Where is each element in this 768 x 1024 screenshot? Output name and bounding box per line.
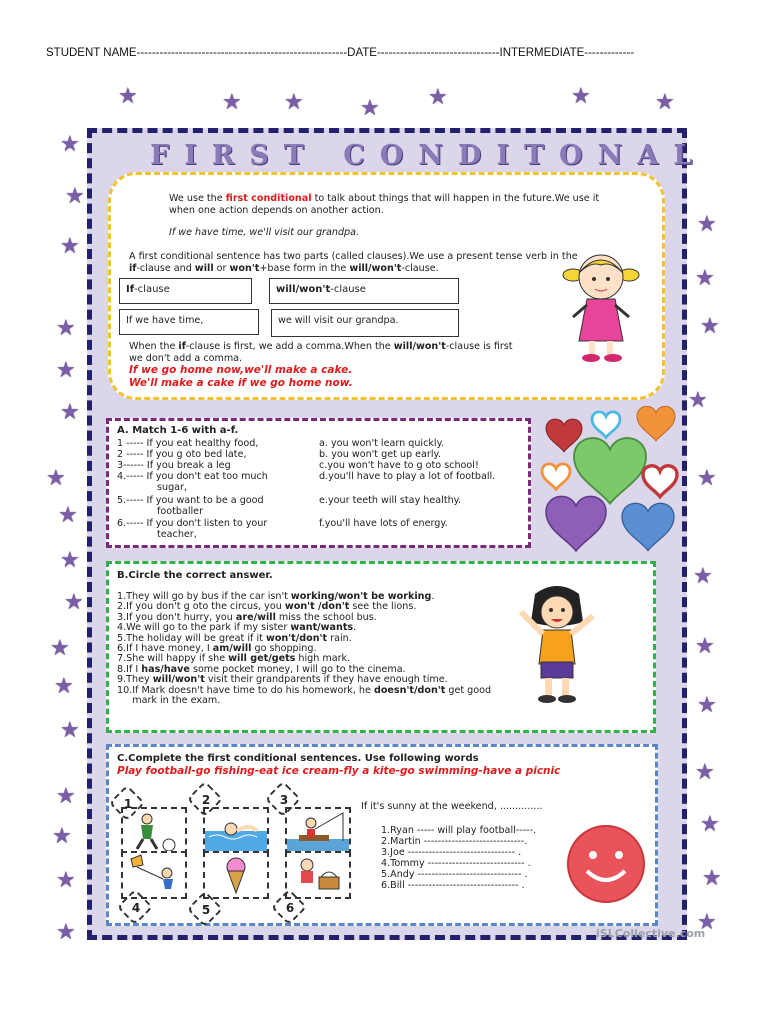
answer-line-3: 3.Joe ------------------------------- . — [381, 847, 522, 858]
sentence-9: 9.They will/won't visit their grandparents if they have enough time. — [117, 674, 448, 686]
picture-number-1: 1 — [117, 793, 139, 815]
picture-eat-ice-cream — [203, 851, 269, 899]
star-icon: ★ — [60, 548, 80, 573]
sentence-6: 6.If I have money, I am/will go shopping. — [117, 643, 317, 655]
match-left-5: 5.----- If you want to be a good — [117, 495, 264, 506]
star-icon: ★ — [118, 84, 138, 109]
will-clause-example: we will visit our grandpa. — [271, 309, 459, 337]
comma-line-2: we don't add a comma. — [129, 353, 243, 364]
comma-line-1: When the if-clause is first, we add a comma.When the will/won't-clause is first — [129, 341, 513, 352]
star-icon: ★ — [54, 674, 74, 699]
star-icon: ★ — [56, 920, 76, 945]
star-icon: ★ — [56, 784, 76, 809]
star-icon: ★ — [697, 910, 717, 935]
match-left-6b: teacher, — [157, 529, 197, 540]
section-a — [106, 418, 531, 548]
parts-line-1: A first conditional sentence has two parts (called clauses).We use a present tense verb in the — [129, 251, 578, 262]
answer-line-5: 5.Andy ------------------------------ . — [381, 869, 528, 880]
star-icon: ★ — [56, 358, 76, 383]
star-icon: ★ — [695, 634, 715, 659]
sentence-7: 7.She will happy if she will get/gets high mark. — [117, 653, 351, 665]
example-sentence-1: If we go home now,we'll make a cake. — [129, 364, 353, 376]
match-right-f: f.you'll have lots of energy. — [319, 518, 448, 529]
picture-go-fishing — [285, 807, 351, 855]
match-left-3: 3------ If you break a leg — [117, 460, 231, 471]
sentence-8: 8.If I has/have some pocket money, I will go to the cinema. — [117, 663, 406, 675]
answer-line-6: 6.Bill -------------------------------- . — [381, 880, 525, 891]
match-left-5b: footballer — [157, 506, 204, 517]
match-right-e: e.your teeth will stay healthy. — [319, 495, 462, 506]
sentence-5: 5.The holiday will be great if it won't/don't rain. — [117, 632, 352, 644]
intro-line-1: We use the first conditional to talk about things that will happen in the future.We use it — [169, 193, 600, 204]
star-icon: ★ — [56, 316, 76, 341]
picture-go-swimming — [203, 807, 269, 855]
star-icon: ★ — [700, 812, 720, 837]
section-c-title: C.Complete the first conditional sentences. Use following words — [117, 753, 479, 764]
if-clause-header: If-clause — [119, 278, 252, 304]
picture-have-a-picnic — [285, 851, 351, 899]
star-icon: ★ — [695, 760, 715, 785]
star-icon: ★ — [697, 693, 717, 718]
star-icon: ★ — [46, 466, 66, 491]
section-b — [106, 561, 656, 733]
star-icon: ★ — [702, 866, 722, 891]
star-icon: ★ — [695, 266, 715, 291]
picture-number-3: 3 — [273, 789, 295, 811]
star-icon: ★ — [52, 824, 72, 849]
star-icon: ★ — [60, 400, 80, 425]
intro-box — [108, 172, 665, 400]
student-header: STUDENT NAME-------------------------------------------------------DATE--------------------------------INTERMEDIATE------------- — [46, 47, 635, 59]
star-icon: ★ — [655, 90, 675, 115]
sentence-4: 4.We will go to the park if my sister want/wants. — [117, 622, 357, 634]
picture-number-5: 5 — [195, 899, 217, 921]
star-icon: ★ — [284, 90, 304, 115]
sentence-1: 1.They will go by bus if the car isn't working/won't be working. — [117, 591, 435, 602]
star-icon: ★ — [60, 718, 80, 743]
section-c — [106, 744, 658, 926]
star-icon: ★ — [360, 96, 380, 121]
star-icon: ★ — [571, 84, 591, 109]
star-icon: ★ — [65, 184, 85, 209]
star-icon: ★ — [64, 590, 84, 615]
section-c-prompt: If it's sunny at the weekend, .............. — [361, 801, 543, 812]
answer-line-4: 4.Tommy ---------------------------- . — [381, 858, 531, 869]
match-right-d: d.you'll have to play a lot of football. — [319, 471, 496, 482]
sentence-3: 3.If you don't hurry, you are/will miss the school bus. — [117, 611, 377, 623]
match-left-4: 4.----- If you don't eat too much — [117, 471, 268, 482]
answer-line-2: 2.Martin -----------------------------. — [381, 836, 528, 847]
page-title: FIRST CONDITONAL — [150, 140, 708, 171]
match-right-b: b. you won't get up early. — [319, 449, 441, 460]
star-icon: ★ — [60, 132, 80, 157]
sentence-10: 10.If Mark doesn't have time to do his homework, he doesn't/don't get good — [117, 684, 492, 696]
example-sentence-2: We'll make a cake if we go home now. — [129, 377, 353, 389]
match-left-4b: sugar, — [157, 482, 188, 493]
kid-illustration — [517, 582, 599, 706]
if-clause-example: If we have time, — [119, 309, 259, 335]
match-left-6: 6.----- If you don't listen to your — [117, 518, 268, 529]
section-b-sentences — [117, 592, 491, 706]
star-icon: ★ — [700, 314, 720, 339]
star-icon: ★ — [697, 466, 717, 491]
intro-line-2: when one action depends on another action. — [169, 205, 384, 216]
section-b-title: B.Circle the correct answer. — [117, 570, 273, 581]
star-icon: ★ — [60, 234, 80, 259]
girl-illustration — [559, 245, 643, 367]
match-right-a: a. you won't learn quickly. — [319, 438, 444, 449]
answer-line-1: 1.Ryan ----- will play football-----. — [381, 825, 537, 836]
star-icon: ★ — [58, 503, 78, 528]
picture-number-4: 4 — [125, 897, 147, 919]
star-icon: ★ — [688, 388, 708, 413]
will-clause-header: will/won't-clause — [269, 278, 459, 304]
sentence-2: 2.If you don't g oto the circus, you won't /don't see the lions. — [117, 601, 417, 613]
star-icon: ★ — [697, 212, 717, 237]
match-left-1: 1 ----- If you eat healthy food, — [117, 438, 259, 449]
section-a-title: A. Match 1-6 with a-f. — [117, 425, 239, 436]
smiley-face-icon — [565, 823, 647, 905]
star-icon: ★ — [50, 636, 70, 661]
intro-example: If we have time, we'll visit our grandpa. — [169, 227, 360, 238]
parts-line-2: if-clause and will or won't+base form in the will/won't-clause. — [129, 263, 439, 274]
section-c-word-list: Play football-go fishing-eat ice cream-fly a kite-go swimming-have a picnic — [117, 765, 561, 777]
star-icon: ★ — [428, 85, 448, 110]
hearts-illustration — [540, 404, 686, 554]
sentence-10-cont: mark in the exam. — [117, 695, 221, 707]
match-left-2: 2 ----- If you g oto bed late, — [117, 449, 247, 460]
star-icon: ★ — [222, 90, 242, 115]
watermark: iSLCollective.com — [596, 927, 706, 940]
star-icon: ★ — [693, 564, 713, 589]
star-icon: ★ — [56, 868, 76, 893]
picture-number-2: 2 — [195, 789, 217, 811]
match-right-c: c.you won't have to g oto school! — [319, 460, 479, 471]
picture-number-6: 6 — [279, 897, 301, 919]
